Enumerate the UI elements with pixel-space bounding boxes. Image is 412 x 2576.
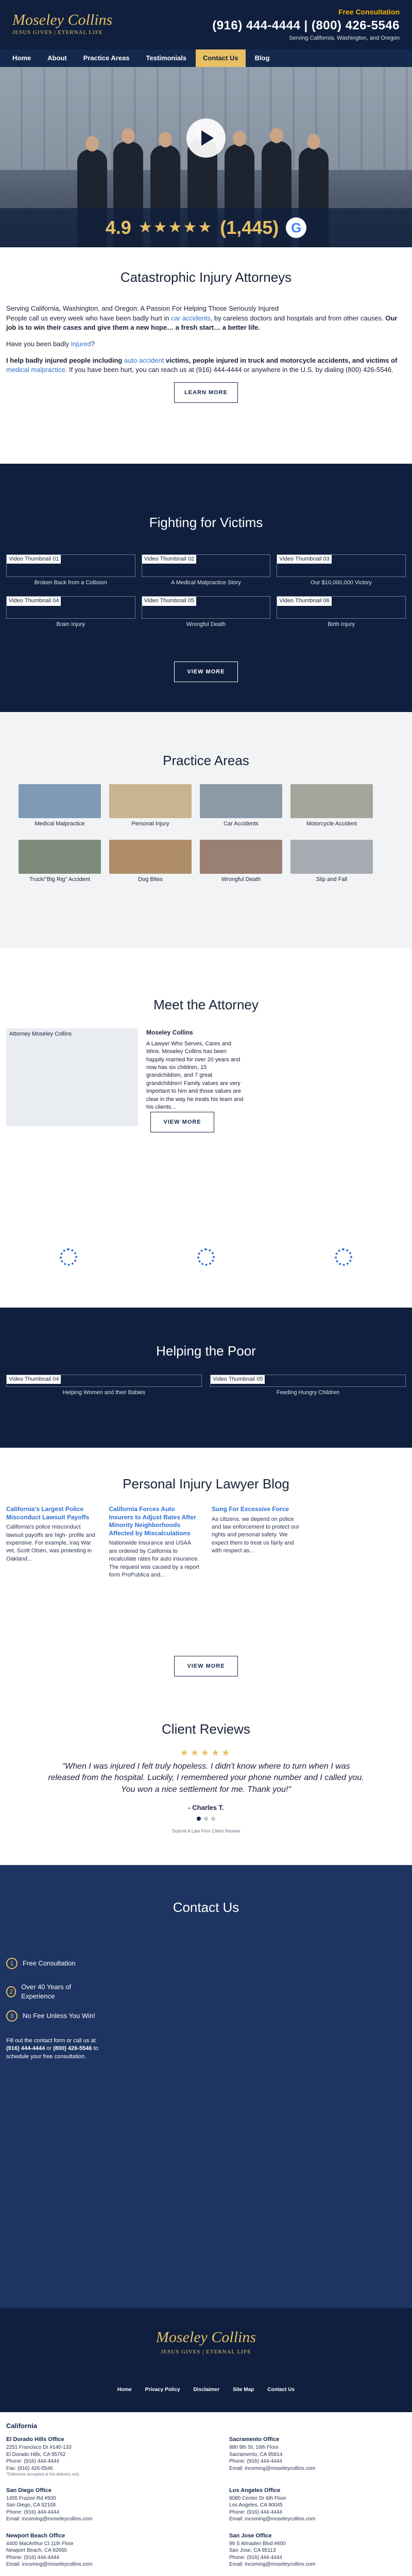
loading-spinner-icon bbox=[60, 1248, 77, 1266]
intro-title: Catastrophic Injury Attorneys bbox=[120, 269, 292, 285]
practice-area-label: Dog Bites bbox=[138, 876, 163, 883]
footer-nav-privacy[interactable]: Privacy Policy bbox=[145, 2387, 180, 2393]
blog-post-title[interactable]: California Forces Auto Insurers to Adjust Rates After Minority Neighborhoods Affected by Miscalculations bbox=[109, 1505, 196, 1537]
intro-paragraph bbox=[6, 356, 406, 375]
intro-text: ? bbox=[91, 340, 95, 348]
learn-more-button[interactable]: LEARN MORE bbox=[174, 382, 238, 403]
practice-area-image bbox=[109, 784, 192, 818]
video-thumbnail[interactable] bbox=[277, 554, 406, 577]
contact-feature bbox=[6, 1982, 94, 2001]
rating-score: 4.9 bbox=[105, 216, 131, 238]
serving-areas: Serving California, Washington, and Oregon bbox=[289, 35, 400, 41]
office-grid bbox=[6, 2436, 406, 2576]
loading-spinner-icon bbox=[197, 1248, 215, 1266]
office-phone[interactable]: Phone: (916) 444-4444 bbox=[6, 2459, 59, 2465]
video-card[interactable] bbox=[142, 596, 271, 634]
contact-section bbox=[0, 1865, 412, 2308]
intro-text: Have you been badly bbox=[6, 340, 71, 348]
attorney-name: Moseley Collins bbox=[146, 1029, 193, 1036]
nav-about[interactable]: About bbox=[47, 54, 67, 62]
video-card[interactable] bbox=[142, 554, 271, 592]
contact-note bbox=[6, 2037, 99, 2061]
footer-logo-wordmark: Moseley Collins bbox=[156, 2329, 256, 2346]
fighting-title: Fighting for Victims bbox=[149, 515, 263, 530]
office-name: Newport Beach Office bbox=[6, 2532, 65, 2539]
office-email[interactable]: Email: incoming@moseleycollins.com bbox=[229, 2516, 316, 2522]
contact-note-text: or bbox=[45, 2045, 54, 2052]
office-phone[interactable]: Phone: (916) 444-4444 bbox=[6, 2554, 59, 2561]
practice-area-image bbox=[290, 840, 373, 874]
contact-feature-text: Over 40 Years of Experience bbox=[21, 1983, 72, 2001]
video-caption: Feeding Hungry Children bbox=[276, 1389, 340, 1396]
practice-area-image bbox=[109, 840, 192, 874]
thumbnail-label: Video Thumbnail 04 bbox=[7, 1375, 61, 1384]
number-badge-icon: 1 bbox=[6, 1958, 18, 1969]
injured-link[interactable]: injured bbox=[71, 340, 91, 348]
footer-nav-site-map[interactable]: Site Map bbox=[233, 2387, 254, 2393]
meet-attorney-section bbox=[0, 948, 412, 1216]
video-thumbnail[interactable] bbox=[210, 1375, 406, 1387]
header-phone-numbers[interactable]: (916) 444-4444 | (800) 426-5546 bbox=[212, 19, 400, 33]
contact-feature bbox=[6, 1958, 76, 1969]
office-card bbox=[6, 2487, 183, 2523]
attorney-photo bbox=[6, 1028, 138, 1126]
video-card[interactable] bbox=[6, 1375, 202, 1402]
intro-paragraph bbox=[6, 304, 406, 332]
practice-area-image bbox=[290, 784, 373, 818]
view-more-blog-button[interactable]: VIEW MORE bbox=[174, 1656, 238, 1676]
hero-video bbox=[0, 67, 412, 247]
video-card[interactable] bbox=[277, 554, 406, 592]
free-consultation-label: Free Consultation bbox=[338, 7, 400, 16]
practice-area-card[interactable] bbox=[200, 840, 282, 891]
office-card bbox=[229, 2532, 406, 2568]
video-card[interactable] bbox=[210, 1375, 406, 1402]
thumbnail-label: Video Thumbnail 04 bbox=[7, 597, 61, 605]
carousel-dot[interactable] bbox=[211, 1817, 215, 1821]
nav-blog[interactable]: Blog bbox=[254, 54, 270, 62]
office-card bbox=[229, 2436, 406, 2478]
video-caption: Birth Injury bbox=[328, 621, 355, 628]
intro-section bbox=[0, 247, 412, 403]
video-thumbnail[interactable] bbox=[6, 596, 135, 619]
video-thumbnail[interactable] bbox=[6, 1375, 202, 1387]
nav-home[interactable]: Home bbox=[12, 54, 31, 62]
practice-area-card[interactable] bbox=[200, 784, 282, 836]
video-caption: Broken Back from a Collision bbox=[34, 580, 107, 586]
intro-tagline: Serving California, Washington, and Oregon: A Passion For Helping Those Seriously Injured bbox=[6, 304, 279, 313]
contact-phone-1[interactable]: (916) 444-4444 bbox=[6, 2045, 45, 2052]
carousel-dot[interactable] bbox=[197, 1817, 201, 1821]
blog-cards bbox=[6, 1505, 406, 1579]
contact-note-text: Fill out the contact form or call us at bbox=[6, 2038, 96, 2044]
practice-area-label: Car Accidents bbox=[224, 821, 259, 827]
intro-bold-text: Our job is to win their cases and give them a new hope… a fresh start… a better life. bbox=[6, 314, 398, 331]
practice-area-image bbox=[19, 784, 101, 818]
office-email[interactable]: Email: incoming@moseleycollins.com bbox=[229, 2465, 316, 2471]
office-name: San Jose Office bbox=[229, 2532, 272, 2539]
office-phone[interactable]: Phone: (916) 444-4444 bbox=[6, 2509, 59, 2515]
practice-area-card[interactable] bbox=[19, 840, 101, 891]
thumbnail-label: Video Thumbnail 05 bbox=[142, 597, 196, 605]
blog-title: Personal Injury Lawyer Blog bbox=[123, 1476, 289, 1492]
office-city: Newport Beach, CA 92660 bbox=[6, 2548, 67, 2554]
office-city: El Dorado Hills, CA 95762 bbox=[6, 2451, 66, 2458]
video-caption: Helping Women and their Babies bbox=[62, 1389, 146, 1396]
footer-top bbox=[0, 2308, 412, 2412]
site-header bbox=[0, 0, 412, 49]
intro-text: People call us every week who have been badly hurt in bbox=[6, 314, 171, 322]
view-more-videos-button[interactable]: VIEW MORE bbox=[174, 662, 238, 682]
office-phone[interactable]: Phone: (916) 444-4444 bbox=[229, 2509, 282, 2515]
thumbnail-label: Video Thumbnail 05 bbox=[211, 1375, 265, 1384]
office-email[interactable]: Email: incoming@moseleycollins.com bbox=[6, 2516, 93, 2522]
view-more-attorney-button[interactable]: VIEW MORE bbox=[150, 1112, 214, 1132]
practice-area-image bbox=[200, 784, 282, 818]
blog-card bbox=[6, 1505, 98, 1579]
blog-section bbox=[0, 1448, 412, 1705]
office-email[interactable]: Email: incoming@moseleycollins.com bbox=[6, 2562, 93, 2568]
state-heading: California bbox=[6, 2422, 37, 2430]
footer-nav-disclaimer[interactable]: Disclaimer bbox=[193, 2387, 220, 2393]
submit-review-link[interactable]: Submit A Law Firm Client Review bbox=[171, 1828, 241, 1834]
contact-feature bbox=[6, 2010, 95, 2022]
practice-area-label: Personal Injury bbox=[131, 821, 169, 827]
office-locations bbox=[0, 2412, 412, 2576]
office-address: 2251 Francisco Dr #140-133 bbox=[6, 2445, 72, 2451]
footer-nav bbox=[0, 2386, 412, 2394]
practice-area-card[interactable] bbox=[109, 784, 192, 836]
video-thumbnail[interactable] bbox=[142, 554, 271, 577]
contact-feature-text: No Fee Unless You Win! bbox=[23, 2011, 95, 2020]
review-quote: "When I was injured I felt truly hopeless. I didn't know where to turn when I was released from the hospital. Luckily, I remembered your phone number and I called you. You won a nice settlement for me. Thank you!" bbox=[48, 1762, 364, 1794]
intro-paragraph bbox=[6, 340, 406, 349]
helping-video-row bbox=[6, 1375, 406, 1402]
logo-tagline: JESUS GIVES | ETERNAL LIFE bbox=[12, 29, 103, 36]
practice-areas-title: Practice Areas bbox=[163, 753, 249, 768]
practice-areas-grid bbox=[19, 784, 393, 891]
nav-testimonials[interactable]: Testimonials bbox=[146, 54, 187, 62]
video-thumbnail[interactable] bbox=[277, 596, 406, 619]
footer-logo[interactable] bbox=[0, 2327, 412, 2356]
rating-count: (1,445) bbox=[220, 216, 279, 238]
video-card[interactable] bbox=[6, 554, 135, 592]
practice-area-card[interactable] bbox=[290, 784, 373, 836]
office-note: *Deliveries accepted at the delivery only bbox=[6, 2472, 79, 2477]
google-icon: G bbox=[286, 217, 306, 238]
office-address: 99 S Almaden Blvd #600 bbox=[229, 2540, 286, 2547]
car-accidents-link[interactable]: car accidents bbox=[171, 314, 211, 322]
carousel-dot[interactable] bbox=[204, 1817, 208, 1821]
thumbnail-label: Video Thumbnail 03 bbox=[277, 555, 331, 564]
practice-area-card[interactable] bbox=[109, 840, 192, 891]
contact-phone-2[interactable]: (800) 426-5546 bbox=[53, 2045, 92, 2052]
client-reviews-title: Client Reviews bbox=[162, 1721, 250, 1737]
rating-stars-icon: ★★★★★ bbox=[138, 219, 213, 236]
office-fax: Fax: (916) 426-5546 bbox=[6, 2465, 53, 2471]
office-address: 1455 Frazee Rd #500 bbox=[6, 2495, 56, 2501]
practice-area-label: Wrongful Death bbox=[221, 876, 261, 883]
office-name: Los Angeles Office bbox=[229, 2487, 281, 2494]
intro-text: . If you have been hurt, you can reach us at (916) 444-4444 or anywhere in the U.S. by dialing (800) 426-5546. bbox=[65, 366, 393, 374]
blog-post-title[interactable]: California's Largest Police Misconduct Lawsuit Payoffs bbox=[6, 1505, 90, 1521]
blog-card bbox=[315, 1505, 406, 1579]
office-name: San Diego Office bbox=[6, 2487, 52, 2494]
contact-note-text: to schedule your free consultation. bbox=[6, 2045, 98, 2060]
attorney-bio bbox=[146, 1028, 244, 1111]
thumbnail-label: Video Thumbnail 02 bbox=[142, 555, 196, 564]
practice-area-label: Slip and Fall bbox=[316, 876, 348, 883]
office-address: 980 9th St, 16th Floor bbox=[229, 2445, 279, 2451]
intro-bold-text: I help badly injured people including bbox=[6, 357, 124, 365]
practice-area-image bbox=[19, 840, 101, 874]
office-name: Sacramento Office bbox=[229, 2436, 280, 2443]
main-nav bbox=[0, 49, 412, 67]
loading-row bbox=[0, 1216, 412, 1298]
medical-malpractice-link[interactable]: medical malpractice bbox=[6, 366, 65, 374]
office-card bbox=[229, 2487, 406, 2523]
header-contact bbox=[212, 7, 400, 43]
practice-area-image bbox=[200, 840, 282, 874]
review-stars-icon: ★★★★★ bbox=[180, 1748, 232, 1758]
practice-area-label: Truck/"Big Rig" Accident bbox=[29, 876, 91, 883]
review-author: - Charles T. bbox=[188, 1804, 224, 1811]
nav-practice-areas[interactable]: Practice Areas bbox=[83, 54, 130, 62]
attorney-bio-text: A Lawyer Who Serves, Cares and Wins. Moseley Collins has been happily married for over 20 years and now has six children, 15 grandchildren, and 7 great grandchildren! Family values are very important to him and those values are clear in the way he treats his team and his clients... bbox=[146, 1040, 244, 1110]
helping-poor-section bbox=[0, 1308, 412, 1448]
footer-nav-contact[interactable]: Contact Us bbox=[267, 2387, 295, 2393]
intro-bold-text: victims, people injured in truck and motorcycle accidents, and victims of bbox=[164, 357, 398, 365]
office-card bbox=[6, 2436, 183, 2478]
contact-feature-text: Free Consultation bbox=[23, 1959, 76, 1967]
blog-card bbox=[212, 1505, 303, 1579]
video-thumbnail[interactable] bbox=[142, 596, 271, 619]
site-logo[interactable] bbox=[12, 12, 112, 37]
client-reviews-section bbox=[0, 1705, 412, 1860]
practice-areas-section bbox=[0, 712, 412, 948]
practice-area-label: Medical Malpractice bbox=[35, 821, 85, 827]
office-card bbox=[6, 2532, 183, 2568]
office-address: 4400 MacArthur Ct 11th Floor bbox=[6, 2540, 74, 2547]
thumbnail-label: Video Thumbnail 01 bbox=[7, 555, 61, 564]
number-badge-icon: 2 bbox=[6, 1986, 16, 1997]
video-caption: Brain Injury bbox=[56, 621, 85, 628]
office-city: San Jose, CA 95113 bbox=[229, 2548, 276, 2554]
thumbnail-label: Video Thumbnail 06 bbox=[277, 597, 331, 605]
fighting-section bbox=[0, 464, 412, 712]
auto-accident-link[interactable]: auto accident bbox=[124, 357, 164, 365]
blog-post-excerpt: California's police misconduct lawsuit payoffs are high- profile and expensive. For example, Iraq War vet, Scott Olsen, was protesting in Oakland... bbox=[6, 1524, 95, 1562]
blog-post-excerpt: Nationwide insurance and USAA are ordered by California to recalculate rates for auto insurance. The request was caused by a report form ProPublica and... bbox=[109, 1540, 199, 1578]
logo-wordmark: Moseley Collins bbox=[12, 11, 113, 29]
review-carousel-dots bbox=[0, 1817, 412, 1821]
blog-post-title[interactable]: Sung For Excessive Force bbox=[212, 1505, 289, 1513]
contact-title: Contact Us bbox=[173, 1900, 239, 1915]
blog-post-excerpt: As citizens, we depend on police and law enforcement to protect our rights and personal safety. We expect them to treat us fairly and with respect as... bbox=[212, 1516, 299, 1554]
office-phone[interactable]: Phone: (916) 444-4444 bbox=[229, 2554, 282, 2561]
footer-logo-tagline: JESUS GIVES | ETERNAL LIFE bbox=[161, 2349, 251, 2355]
intro-text: , by careless doctors and hospitals and from other causes. bbox=[210, 314, 386, 322]
loading-spinner-icon bbox=[335, 1248, 352, 1266]
video-grid bbox=[6, 554, 406, 634]
office-phone[interactable]: Phone: (916) 444-4444 bbox=[229, 2459, 282, 2465]
video-caption: Our $10,000,000 Victory bbox=[311, 580, 372, 586]
practice-area-card[interactable] bbox=[19, 784, 101, 836]
practice-area-label: Motorcycle Accident bbox=[306, 821, 357, 827]
footer-nav-home[interactable]: Home bbox=[117, 2387, 132, 2393]
play-icon[interactable] bbox=[186, 118, 226, 158]
blog-card bbox=[109, 1505, 201, 1579]
nav-contact-us[interactable]: Contact Us bbox=[196, 49, 246, 67]
office-email[interactable]: Email: incoming@moseleycollins.com bbox=[229, 2562, 316, 2568]
office-city: Sacramento, CA 95814 bbox=[229, 2451, 283, 2458]
video-card[interactable] bbox=[277, 596, 406, 634]
office-address: 8080 Center Dr 6th Floor bbox=[229, 2495, 286, 2501]
office-name: El Dorado Hills Office bbox=[6, 2436, 64, 2443]
practice-area-card[interactable] bbox=[290, 840, 373, 891]
video-caption: A Medical Malpractice Story bbox=[171, 580, 241, 586]
office-city: Los Angeles, CA 90045 bbox=[229, 2502, 283, 2509]
meet-attorney-title: Meet the Attorney bbox=[153, 997, 259, 1012]
google-rating bbox=[0, 208, 412, 247]
attorney-photo-caption: Attorney Moseley Collins bbox=[9, 1031, 72, 1037]
video-card[interactable] bbox=[6, 596, 135, 634]
number-badge-icon: 3 bbox=[6, 2010, 18, 2022]
helping-poor-title: Helping the Poor bbox=[156, 1343, 256, 1359]
video-thumbnail[interactable] bbox=[6, 554, 135, 577]
office-city: San Diego, CA 92108 bbox=[6, 2502, 56, 2509]
video-caption: Wrongful Death bbox=[186, 621, 226, 628]
